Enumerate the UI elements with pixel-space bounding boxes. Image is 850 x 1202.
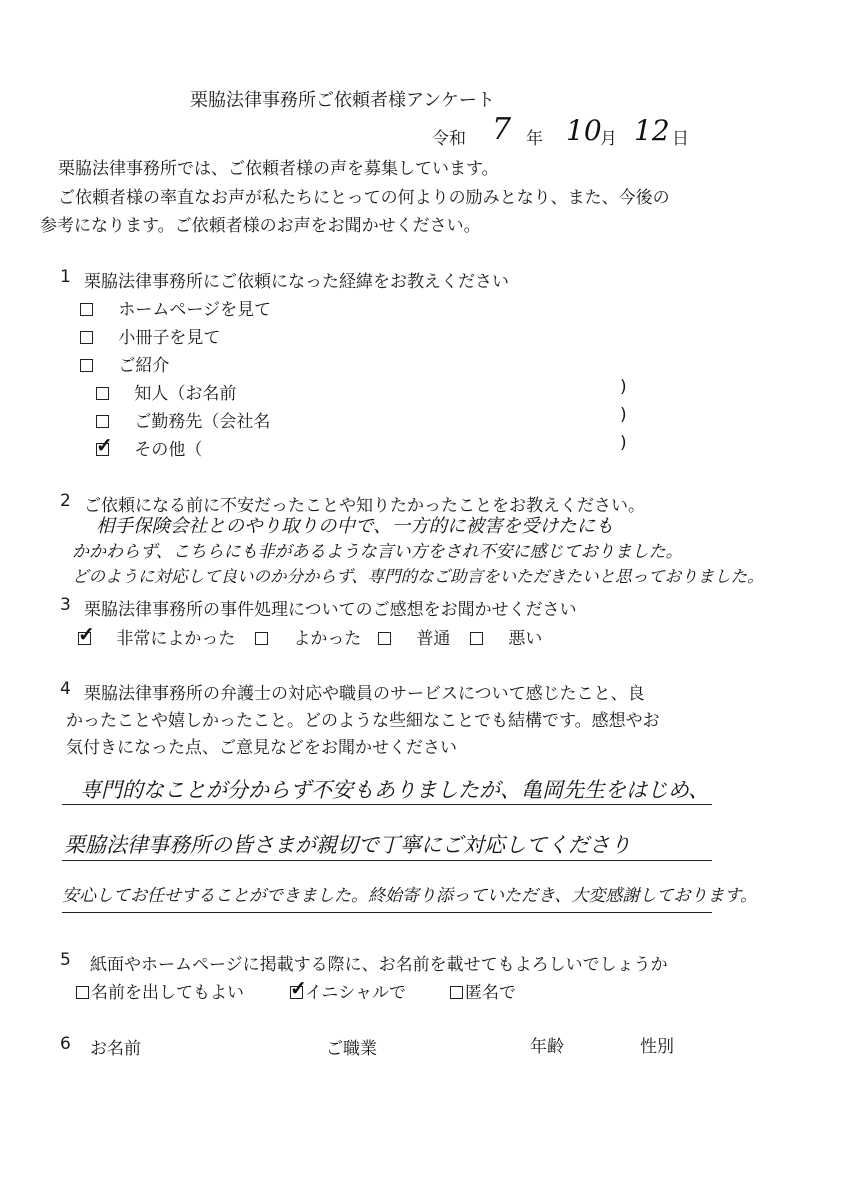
field-gender-label: 性別: [640, 1037, 674, 1057]
q4-number: 4: [60, 679, 71, 699]
q1-question: 栗脇法律事務所にご依頼になった経緯をお教えください: [84, 272, 509, 292]
date-month: 10: [566, 114, 602, 147]
checkbox[interactable]: [80, 303, 93, 316]
q6-number: 6: [60, 1034, 71, 1054]
q3-option-good[interactable]: [255, 624, 361, 649]
checkbox[interactable]: [80, 359, 93, 372]
q3-option-average[interactable]: [378, 624, 450, 649]
q2-number: 2: [60, 491, 71, 511]
q3-question: 栗脇法律事務所の事件処理についてのご感想をお聞かせください: [84, 600, 577, 620]
date-year-unit: 年: [526, 129, 543, 149]
checkbox[interactable]: [470, 632, 483, 645]
checkbox[interactable]: [96, 433, 113, 457]
checkbox[interactable]: [255, 632, 268, 645]
date-year: 7: [492, 112, 512, 147]
close-paren: ): [620, 405, 627, 425]
option-label: 名前を出してもよい: [91, 983, 244, 1003]
intro-line-1: 栗脇法律事務所では、ご依頼者様の声を募集しています。: [58, 159, 499, 179]
q1-sub-option-acquaintance[interactable]: [96, 379, 236, 404]
field-occupation-label: ご職業: [326, 1039, 377, 1059]
option-label: ご勤務先（会社名: [134, 412, 271, 432]
q2-question: ご依頼になる前に不安だったことや知りたかったことをお教えください。: [84, 496, 645, 516]
option-label: その他（: [134, 440, 203, 460]
close-paren: ): [620, 433, 627, 453]
q4-question-line-1: 栗脇法律事務所の弁護士の対応や職員のサービスについて感じたこと、良: [84, 684, 645, 704]
q1-option-referral[interactable]: [80, 351, 169, 376]
checkbox[interactable]: [96, 387, 109, 400]
q2-answer-line-2: かかわらず、こちらにも非があるような言い方をされ不安に感じておりました。: [72, 542, 683, 562]
q2-answer-line-3: どのように対応して良いのか分からず、専門的なご助言をいただきたいと思っておりました。: [72, 567, 764, 586]
q5-option-initials[interactable]: [290, 978, 406, 1003]
field-age-label: 年齢: [530, 1037, 564, 1057]
date-day-unit: 日: [672, 129, 689, 149]
q2-answer-line-1: 相手保険会社とのやり取りの中で、一方的に被害を受けたにも: [96, 516, 614, 537]
q5-question: 紙面やホームページに掲載する際に、お名前を載せてもよろしいでしょうか: [90, 955, 668, 975]
answer-underline: [62, 860, 712, 861]
q4-answer-line-3: 安心してお任せすることができました。終始寄り添っていただき、大変感謝しております。: [62, 886, 757, 906]
q1-option-booklet[interactable]: [80, 323, 220, 348]
option-label: 非常によかった: [116, 629, 236, 649]
intro-line-2: ご依頼者様の率直なお声が私たちにとっての何よりの励みとなり、また、今後の: [58, 188, 670, 208]
answer-underline: [62, 804, 712, 805]
field-name-label: お名前: [90, 1039, 141, 1059]
q5-number: 5: [60, 950, 71, 970]
checkbox[interactable]: [80, 331, 93, 344]
check-icon: ✓: [78, 622, 95, 646]
q5-option-full-name[interactable]: [76, 978, 244, 1003]
option-label: 普通: [416, 629, 451, 649]
checkbox[interactable]: [290, 976, 307, 1000]
q1-sub-option-workplace[interactable]: [96, 407, 270, 432]
checkbox[interactable]: [450, 986, 463, 999]
q1-sub-option-other[interactable]: [96, 435, 202, 460]
date-month-unit: 月: [600, 129, 617, 149]
option-label: 小冊子を見て: [118, 328, 221, 348]
option-label: よかった: [293, 629, 362, 649]
date-day: 12: [634, 114, 670, 147]
answer-underline: [62, 912, 712, 913]
checkbox[interactable]: [78, 622, 95, 646]
close-paren: ): [620, 377, 627, 397]
q1-option-homepage[interactable]: [80, 295, 271, 320]
option-label: 知人（お名前: [134, 384, 237, 404]
q3-option-very-good[interactable]: [78, 624, 235, 649]
q5-option-anonymous[interactable]: [450, 978, 516, 1003]
survey-title: 栗脇法律事務所ご依頼者様アンケート: [190, 90, 495, 111]
option-label: イニシャルで: [305, 983, 406, 1003]
option-label: ご紹介: [118, 356, 170, 376]
q1-number: 1: [60, 267, 71, 287]
q3-number: 3: [60, 595, 71, 615]
checkbox[interactable]: [96, 415, 109, 428]
q3-option-bad[interactable]: [470, 624, 542, 649]
q4-question-line-3: 気付きになった点、ご意見などをお聞かせください: [66, 738, 457, 758]
checkbox[interactable]: [378, 632, 391, 645]
option-label: ホームページを見て: [118, 300, 272, 320]
date-era: 令和: [432, 129, 466, 149]
checkbox[interactable]: [76, 986, 89, 999]
q4-question-line-2: かったことや嬉しかったこと。どのような些細なことでも結構です。感想やお: [66, 711, 660, 731]
check-icon: ✓: [290, 976, 307, 1000]
check-icon: ✓: [96, 433, 113, 457]
q4-answer-line-2: 栗脇法律事務所の皆さまが親切で丁寧にご対応してくださり: [64, 833, 631, 857]
option-label: 匿名で: [465, 983, 516, 1003]
q4-answer-line-1: 専門的なことが分からず不安もありましたが、亀岡先生をはじめ、: [80, 778, 710, 802]
option-label: 悪い: [508, 629, 543, 649]
intro-line-3: 参考になります。ご依頼者様のお声をお聞かせください。: [40, 216, 481, 236]
